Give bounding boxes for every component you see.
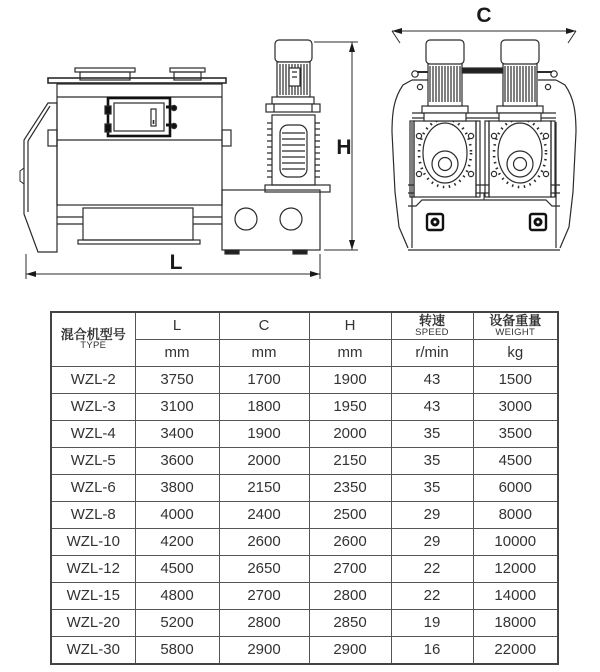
- cell-h: 1900: [309, 367, 391, 394]
- cell-c: 2150: [219, 475, 309, 502]
- table-row: [51, 610, 558, 637]
- end-motor-right: [497, 40, 543, 121]
- table-header-row-1: [51, 312, 558, 340]
- cell-l: 5200: [135, 610, 219, 637]
- unit-c: mm: [219, 340, 309, 367]
- spec-table-wrap: [50, 311, 559, 665]
- base-crease-line: [408, 200, 560, 206]
- header-type: [51, 312, 135, 367]
- cell-weight: 18000: [473, 610, 558, 637]
- cell-speed: 22: [391, 556, 473, 583]
- cell-weight: 3000: [473, 394, 558, 421]
- header-weight-en: WEIGHT: [495, 326, 536, 338]
- cell-c: 1800: [219, 394, 309, 421]
- cell-h: 2700: [309, 556, 391, 583]
- cell-type: WZL-6: [51, 475, 135, 502]
- cell-l: 4800: [135, 583, 219, 610]
- cell-h: 2800: [309, 583, 391, 610]
- table-row: [51, 556, 558, 583]
- cell-speed: 19: [391, 610, 473, 637]
- cell-weight: 8000: [473, 502, 558, 529]
- cell-l: 3750: [135, 367, 219, 394]
- cell-type: WZL-30: [51, 637, 135, 665]
- end-view-drawing: [372, 2, 598, 270]
- cell-weight: 4500: [473, 448, 558, 475]
- access-door: [105, 98, 177, 136]
- spec-table: [50, 311, 559, 665]
- cell-speed: 22: [391, 583, 473, 610]
- cell-c: 1700: [219, 367, 309, 394]
- table-row: [51, 421, 558, 448]
- cell-type: WZL-3: [51, 394, 135, 421]
- cell-c: 2400: [219, 502, 309, 529]
- header-weight: [473, 312, 558, 340]
- cell-h: 1950: [309, 394, 391, 421]
- cell-l: 5800: [135, 637, 219, 665]
- header-speed: [391, 312, 473, 340]
- cell-h: 2850: [309, 610, 391, 637]
- dim-label-length: L: [169, 251, 183, 274]
- cell-l: 4200: [135, 529, 219, 556]
- cell-c: 2900: [219, 637, 309, 665]
- table-row: [51, 502, 558, 529]
- header-type-en: TYPE: [80, 340, 107, 352]
- dim-label-height: H: [336, 136, 352, 159]
- cell-type: WZL-4: [51, 421, 135, 448]
- cell-c: 2800: [219, 610, 309, 637]
- cell-type: WZL-8: [51, 502, 135, 529]
- cell-speed: 35: [391, 421, 473, 448]
- left-support-plate: [20, 103, 57, 252]
- cell-speed: 29: [391, 502, 473, 529]
- cell-type: WZL-5: [51, 448, 135, 475]
- end-motor-left: [422, 40, 468, 121]
- cell-type: WZL-10: [51, 529, 135, 556]
- cell-weight: 12000: [473, 556, 558, 583]
- unit-l: mm: [135, 340, 219, 367]
- header-h: H: [309, 312, 391, 340]
- header-type-cn: 混合机型号: [60, 326, 126, 342]
- discharge-cylinder: [57, 208, 222, 244]
- side-view-drawing: [8, 8, 373, 293]
- cell-speed: 35: [391, 448, 473, 475]
- end-gearbox-right: [485, 119, 555, 197]
- cell-speed: 29: [391, 529, 473, 556]
- cell-weight: 14000: [473, 583, 558, 610]
- cell-type: WZL-12: [51, 556, 135, 583]
- table-row: [51, 394, 558, 421]
- cell-l: 4500: [135, 556, 219, 583]
- cell-speed: 16: [391, 637, 473, 665]
- cell-c: 2650: [219, 556, 309, 583]
- cell-h: 2900: [309, 637, 391, 665]
- table-row: [51, 448, 558, 475]
- table-row: [51, 637, 558, 665]
- header-speed-cn: 转速: [418, 313, 445, 329]
- cell-weight: 1500: [473, 367, 558, 394]
- table-row: [51, 583, 558, 610]
- table-row: [51, 529, 558, 556]
- cell-c: 2000: [219, 448, 309, 475]
- motor: [266, 40, 320, 112]
- cell-speed: 43: [391, 367, 473, 394]
- cell-type: WZL-20: [51, 610, 135, 637]
- unit-speed: r/min: [391, 340, 473, 367]
- unit-weight: kg: [473, 340, 558, 367]
- cell-l: 3100: [135, 394, 219, 421]
- cell-weight: 6000: [473, 475, 558, 502]
- gearbox: [265, 115, 330, 192]
- cell-weight: 22000: [473, 637, 558, 665]
- cell-h: 2000: [309, 421, 391, 448]
- header-weight-cn: 设备重量: [489, 313, 542, 329]
- cell-l: 3800: [135, 475, 219, 502]
- anchor-feet: [427, 214, 546, 230]
- end-gearbox-left: [410, 119, 480, 197]
- cell-c: 2600: [219, 529, 309, 556]
- cell-weight: 3500: [473, 421, 558, 448]
- cell-l: 3400: [135, 421, 219, 448]
- unit-h: mm: [309, 340, 391, 367]
- cell-h: 2500: [309, 502, 391, 529]
- table-row: [51, 475, 558, 502]
- cell-speed: 43: [391, 394, 473, 421]
- cell-l: 4000: [135, 502, 219, 529]
- cell-h: 2600: [309, 529, 391, 556]
- cell-type: WZL-15: [51, 583, 135, 610]
- header-l: L: [135, 312, 219, 340]
- dimension-width: [392, 28, 576, 43]
- table-row: [51, 367, 558, 394]
- base-frame: [222, 190, 320, 254]
- cell-c: 1900: [219, 421, 309, 448]
- dim-label-width: C: [476, 4, 492, 27]
- cell-h: 2150: [309, 448, 391, 475]
- header-speed-en: SPEED: [415, 326, 449, 338]
- cell-weight: 10000: [473, 529, 558, 556]
- cell-c: 2700: [219, 583, 309, 610]
- header-c: C: [219, 312, 309, 340]
- cell-type: WZL-2: [51, 367, 135, 394]
- cell-h: 2350: [309, 475, 391, 502]
- cell-l: 3600: [135, 448, 219, 475]
- cell-speed: 35: [391, 475, 473, 502]
